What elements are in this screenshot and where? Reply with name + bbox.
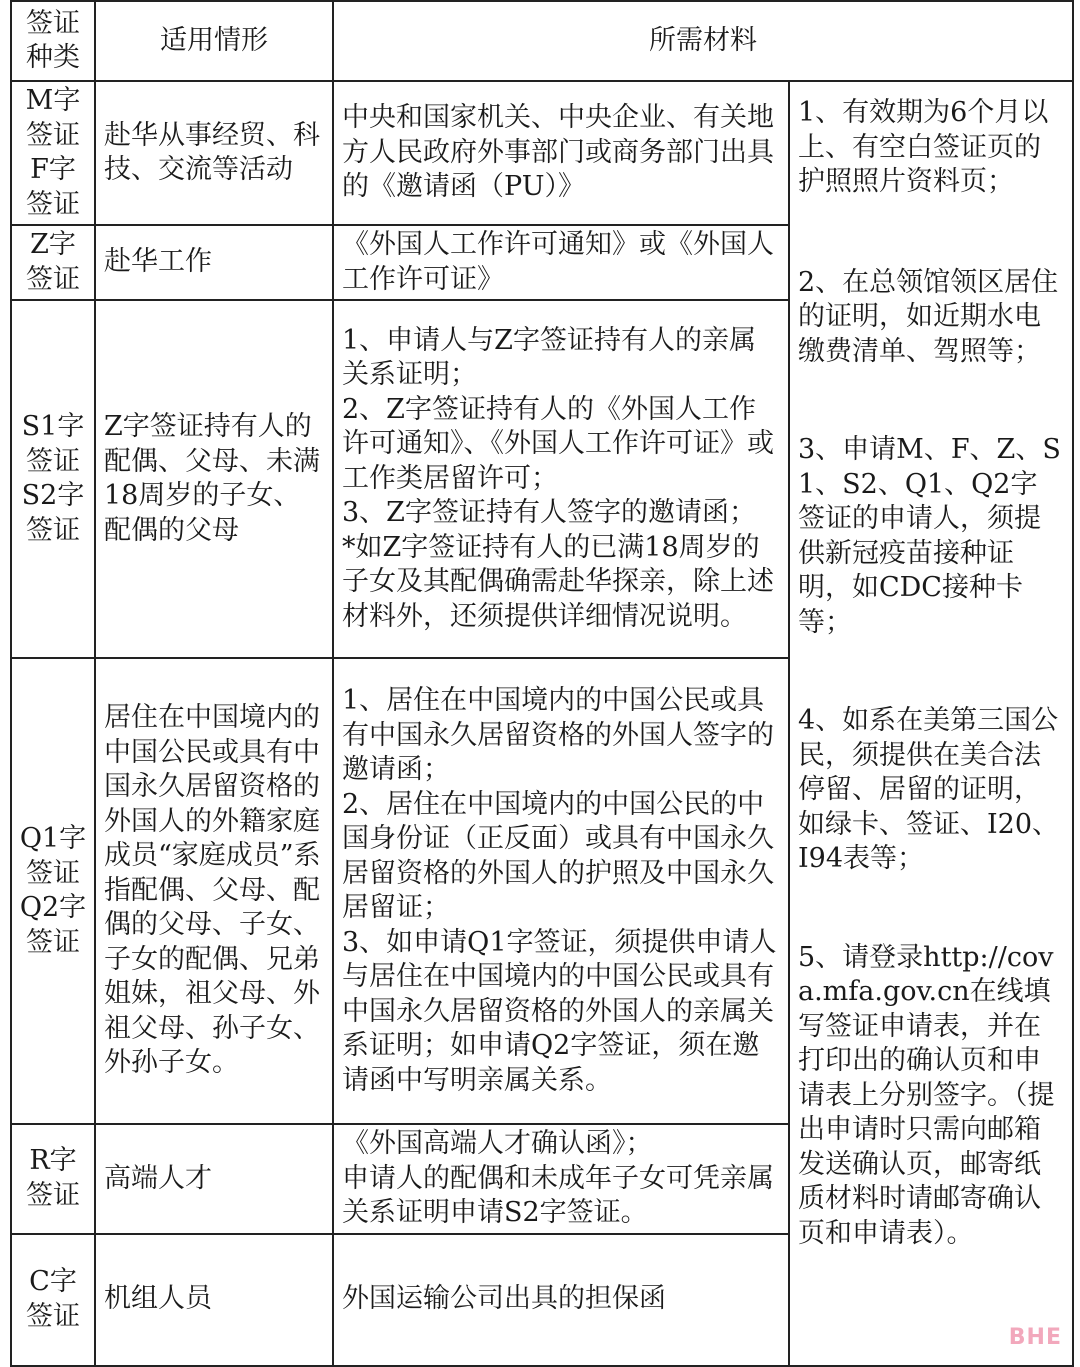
watermark-logo: BHE — [1008, 1325, 1062, 1350]
header-visa-type: 签证 种类 — [11, 1, 95, 81]
header-materials: 所需材料 — [333, 1, 1073, 81]
visa-type-cell: M字 签证 F字 签证 — [11, 81, 95, 225]
materials-cell: 《外国高端人才确认函》； 申请人的配偶和未成年子女可凭亲属关系证明申请S2字签证。 — [333, 1124, 789, 1234]
materials-cell: 中央和国家机关、中央企业、有关地方人民政府外事部门或商务部门出具的《邀请函（PU）》 — [333, 81, 789, 225]
situation-cell: 赴华从事经贸、科技、交流等活动 — [95, 81, 333, 225]
table-row — [11, 81, 1073, 225]
visa-type-cell: S1字 签证 S2字 签证 — [11, 300, 95, 658]
materials-cell: 1、申请人与Z字签证持有人的亲属关系证明； 2、Z字签证持有人的《外国人工作许可通知》、《外国人工作许可证》或工作类居留许可； 3、Z字签证持有人签字的邀请函； *如Z字签证持有人的已满18周岁的子女及其配偶确需赴华探亲，除上述材料外，还须提供详细情况说明。 — [333, 300, 789, 658]
visa-type-cell: C字 签证 — [11, 1234, 95, 1366]
materials-cell: 1、居住在中国境内的中国公民或具有中国永久居留资格的外国人签字的邀请函； 2、居住在中国境内的中国公民的中国身份证（正反面）或具有中国永久居留资格的外国人的护照及中国永久居留证； 3、如申请Q1字签证，须提供申请人与居住在中国境内的中国公民或具有中国永久居留资格的外国人的亲属关系证明；如申请Q2字签证，须在邀请函中写明亲属关系。 — [333, 658, 789, 1124]
visa-type-cell: Z字 签证 — [11, 225, 95, 300]
situation-cell: 赴华工作 — [95, 225, 333, 300]
common-materials-cell: 1、有效期为6个月以上、有空白签证页的护照照片资料页； 2、在总领馆领区居住的证明，如近期水电缴费清单、驾照等； 3、申请M、F、Z、S1、S2、Q1、Q2字签证的申请人，须提供新冠疫苗接种证明，如CDC接种卡等； 4、如系在美第三国公民，须提供在美合法停留、居留的证明，如绿卡、签证、I20、I94表等； 5、请登录http://cova.mfa.gov.cn在线填写签证申请表，并在打印出的确认页和申请表上分别签字。（提出申请时只需向邮箱发送确认页，邮寄纸质材料时请邮寄确认页和申请表）。 — [789, 81, 1073, 1366]
visa-type-cell: Q1字 签证 Q2字 签证 — [11, 658, 95, 1124]
situation-cell: Z字签证持有人的配偶、父母、未满18周岁的子女、配偶的父母 — [95, 300, 333, 658]
header-row — [11, 1, 1073, 81]
visa-type-cell: R字 签证 — [11, 1124, 95, 1234]
situation-cell: 高端人才 — [95, 1124, 333, 1234]
situation-cell: 机组人员 — [95, 1234, 333, 1366]
materials-cell: 《外国人工作许可通知》或《外国人工作许可证》 — [333, 225, 789, 300]
visa-requirements-table — [10, 0, 1074, 1367]
situation-cell: 居住在中国境内的中国公民或具有中国永久居留资格的外国人的外籍家庭成员“家庭成员”系指配偶、父母、配偶的父母、子女、子女的配偶、兄弟姐妹，祖父母、外祖父母、孙子女、外孙子女。 — [95, 658, 333, 1124]
header-situation: 适用情形 — [95, 1, 333, 81]
materials-cell: 外国运输公司出具的担保函 — [333, 1234, 789, 1366]
